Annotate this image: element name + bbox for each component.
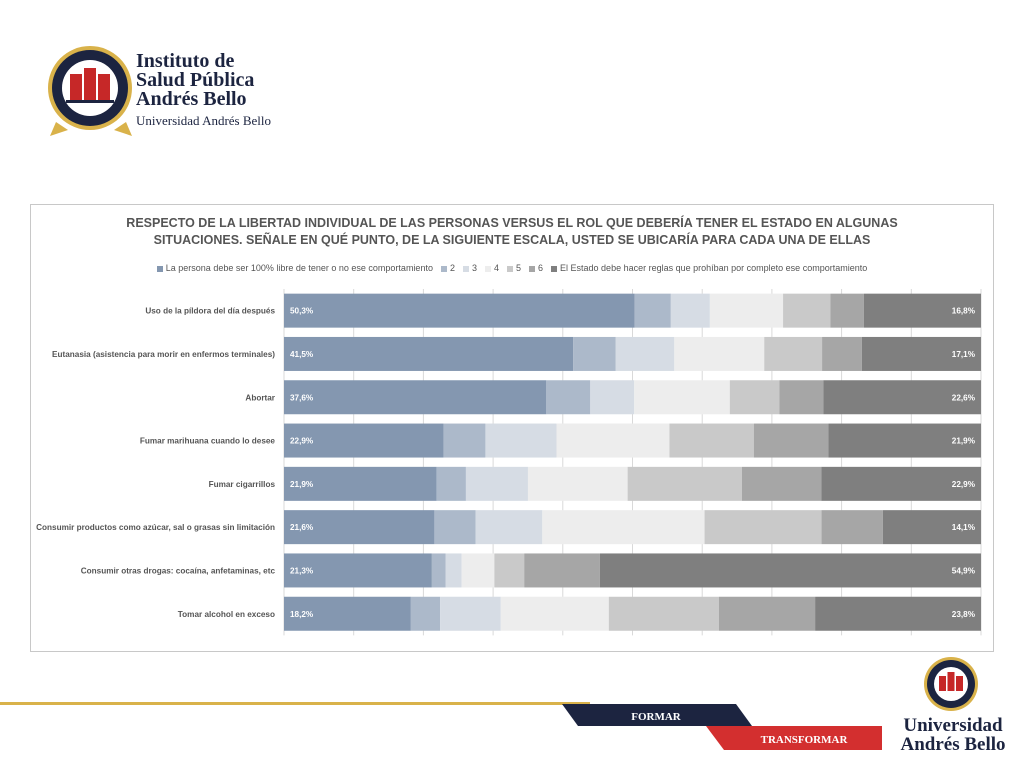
bar-segment (546, 380, 590, 414)
bar-segment (671, 294, 710, 328)
legend-label-5: 5 (516, 263, 522, 273)
category-label: Abortar (245, 393, 275, 403)
data-label-first: 50,3% (290, 306, 314, 316)
university-emblem-icon (918, 656, 984, 714)
bar-segment (434, 510, 475, 544)
bar-segment (446, 553, 462, 587)
bar-segment (635, 294, 671, 328)
bar-segment (830, 294, 863, 328)
data-label-last: 21,9% (951, 436, 975, 446)
category-label: Uso de la píldora del día después (145, 306, 275, 316)
logo-line-1: Instituto de (136, 50, 235, 72)
bar-segment (609, 597, 719, 631)
data-label-last: 14,1% (951, 523, 975, 533)
bar-segment (669, 424, 753, 458)
bar-segment (628, 467, 742, 501)
bar-segment (485, 424, 556, 458)
data-label-first: 18,2% (290, 609, 314, 619)
formar-label: FORMAR (631, 711, 681, 723)
bar-segment (710, 294, 783, 328)
bar-segment (462, 553, 495, 587)
bar-segment (600, 553, 981, 587)
bar-segment (528, 467, 628, 501)
university-wordmark (892, 716, 1014, 754)
bar-segment (674, 337, 764, 371)
chart-container (30, 204, 994, 652)
category-label: Eutanasia (asistencia para morir en enfermos terminales) (52, 349, 275, 359)
bar-segment (432, 553, 446, 587)
bar-segment (557, 424, 670, 458)
chart-title-line-2: SITUACIONES. SEÑALE EN QUÉ PUNTO, DE LA SIGUIENTE ESCALA, USTED SE UBICARÍA PARA CADA UNA DE ELLAS (153, 233, 871, 247)
category-label: Tomar alcohol en exceso (177, 609, 275, 619)
data-label-last: 16,8% (951, 306, 975, 316)
bar-segment (783, 294, 830, 328)
wordmark-line-1: Universidad (903, 715, 1003, 736)
category-label: Fumar marihuana cuando lo desee (139, 436, 275, 446)
bar-segment (754, 424, 829, 458)
logo-line-3: Andrés Bello (136, 88, 247, 110)
category-label: Consumir productos como azúcar, sal o grasas sin limitación (36, 523, 275, 533)
bar-segment (705, 510, 822, 544)
transformar-label: TRANSFORMAR (760, 734, 848, 746)
bar-segment (466, 467, 528, 501)
bar-segment (524, 553, 600, 587)
footer-divider (0, 702, 590, 705)
institute-name (136, 52, 271, 131)
bar-segment (573, 337, 616, 371)
bar-segment (501, 597, 609, 631)
bar-segment (779, 380, 823, 414)
bar-segment (822, 510, 883, 544)
data-label-first: 22,9% (290, 436, 314, 446)
bar-segment (822, 337, 862, 371)
legend-label-6: 6 (538, 263, 544, 273)
bar-segment (411, 597, 440, 631)
bar-segment (444, 424, 486, 458)
bar-segment (742, 467, 821, 501)
footer-banner (556, 700, 886, 756)
bar-segment (284, 380, 546, 414)
bar-segment (494, 553, 524, 587)
bar-segment (730, 380, 780, 414)
legend-label-4: 4 (493, 263, 499, 273)
legend-label-1: La persona debe ser 100% libre de tener o no ese comportamiento (165, 263, 433, 273)
data-label-first: 21,9% (290, 479, 314, 489)
data-label-first: 21,3% (290, 566, 314, 576)
legend-label-2: 2 (449, 263, 455, 273)
bar-segment (542, 510, 704, 544)
bar-segment (634, 380, 730, 414)
legend-label-7: El Estado debe hacer reglas que prohíban por completo ese comportamiento (560, 263, 868, 273)
bar-segment (437, 467, 466, 501)
chart-title-line-1: RESPECTO DE LA LIBERTAD INDIVIDUAL DE LAS PERSONAS VERSUS EL ROL QUE DEBERÍA TENER EL ESTADO EN ALGUNAS (126, 216, 898, 230)
category-label: Fumar cigarrillos (208, 479, 275, 489)
data-label-last: 23,8% (951, 609, 975, 619)
bar-segment (616, 337, 675, 371)
bar-segment (284, 337, 573, 371)
data-label-first: 37,6% (290, 393, 314, 403)
logo-line-4: Universidad Andrés Bello (136, 113, 272, 128)
bar-segment (764, 337, 822, 371)
bar-segment (284, 294, 635, 328)
bar-segment (719, 597, 815, 631)
bar-segment (590, 380, 634, 414)
wordmark-line-2: Andrés Bello (900, 734, 1006, 755)
category-label: Consumir otras drogas: cocaína, anfetaminas, etc (80, 566, 275, 576)
legend-label-3: 3 (471, 263, 477, 273)
data-label-last: 22,9% (951, 479, 975, 489)
chart-plot-area (31, 205, 993, 651)
logo-line-2: Salud Pública (136, 69, 255, 91)
data-label-first: 41,5% (290, 349, 314, 359)
bar-segment (475, 510, 542, 544)
institute-emblem-icon (46, 40, 136, 140)
data-label-last: 54,9% (951, 566, 975, 576)
data-label-last: 22,6% (951, 393, 975, 403)
data-label-last: 17,1% (951, 349, 975, 359)
data-label-first: 21,6% (290, 523, 314, 533)
bar-segment (440, 597, 501, 631)
